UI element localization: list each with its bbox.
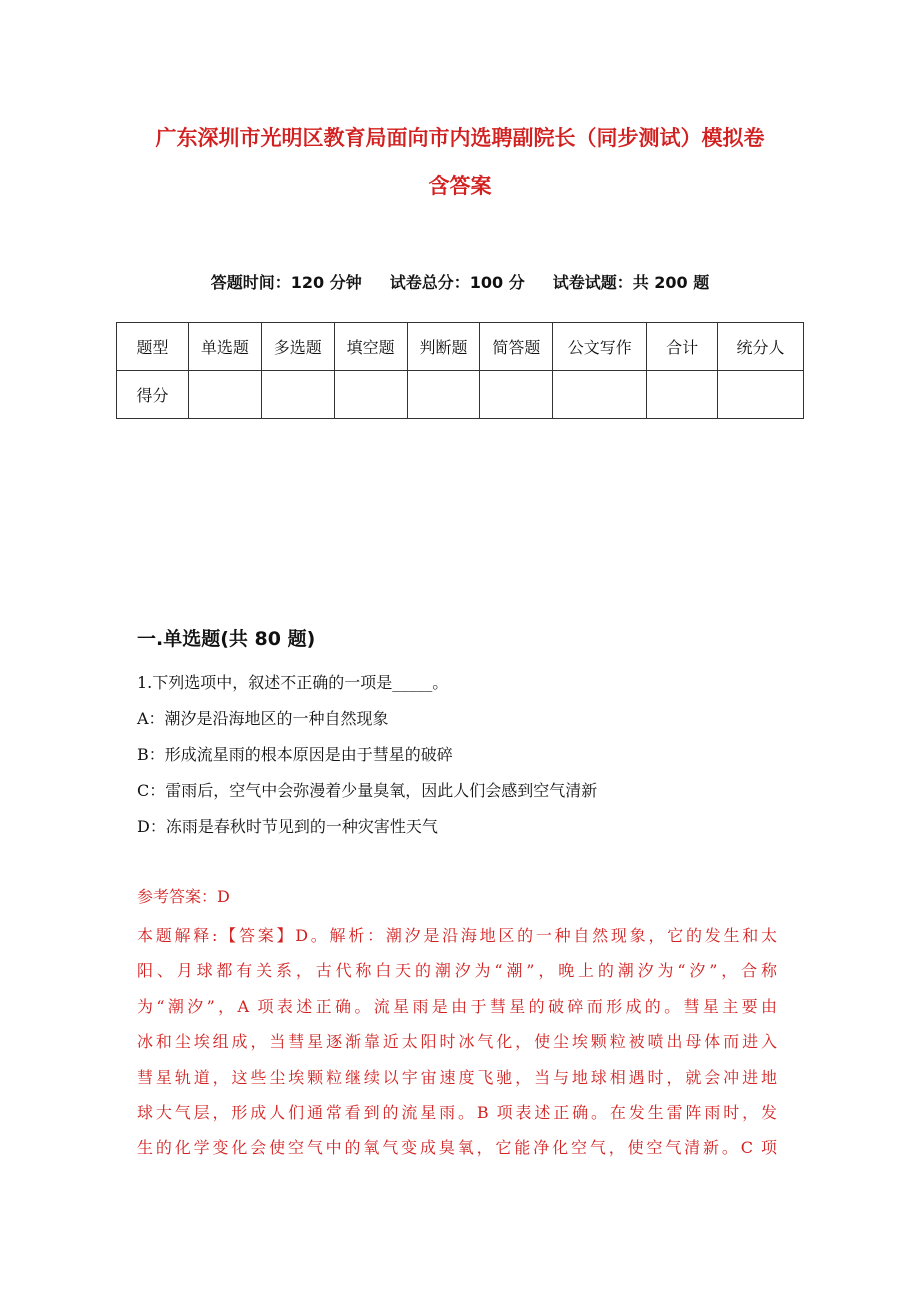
score-table [116,322,804,419]
exam-total-score: 试卷总分：100 分 [389,273,525,292]
score-row-label: 得分 [117,371,189,419]
question-stem: 1.下列选项中，叙述不正确的一项是_____。 [137,673,449,692]
score-table-header: 多选题 [261,323,334,371]
score-table-header: 统分人 [718,323,804,371]
question-option-b: B：形成流星雨的根本原因是由于彗星的破碎 [137,745,453,764]
score-cell [480,371,553,419]
score-table-header: 公文写作 [553,323,647,371]
score-table-header: 简答题 [480,323,553,371]
exam-question-count: 试卷试题：共 200 题 [552,273,710,292]
document-title-line-1: 广东深圳市光明区教育局面向市内选聘副院长（同步测试）模拟卷 [155,126,765,150]
score-cell [718,371,804,419]
reference-answer: 参考答案：D [137,887,230,906]
explanation-line: 本题解释:【答案】D。解析：潮汐是沿海地区的一种自然现象，它的发生和太 [137,926,777,945]
score-table-header: 合计 [647,323,718,371]
score-table-score-row [117,371,804,419]
exam-time: 答题时间：120 分钟 [210,273,362,292]
explanation-line: 球大气层，形成人们通常看到的流星雨。B 项表述正确。在发生雷阵雨时，发 [137,1102,777,1122]
score-table-header-row [117,323,804,371]
answer-explanation [137,918,777,1166]
score-table-header: 题型 [117,323,189,371]
question-option-d: D：冻雨是春秋时节见到的一种灾害性天气 [137,817,438,836]
explanation-line: 彗星轨道，这些尘埃颗粒继续以宇宙速度飞驰，当与地球相遇时，就会冲进地 [137,1067,777,1087]
question-option-c: C：雷雨后，空气中会弥漫着少量臭氧，因此人们会感到空气清新 [137,781,598,800]
score-table-header: 判断题 [407,323,480,371]
score-cell [334,371,407,419]
score-cell [188,371,261,419]
explanation-line: 冰和尘埃组成，当彗星逐渐靠近太阳时冰气化，使尘埃颗粒被喷出母体而进入 [137,1032,777,1052]
score-cell [407,371,480,419]
score-cell [647,371,718,419]
explanation-line: 为“潮汐”，A 项表述正确。流星雨是由于彗星的破碎而形成的。彗星主要由 [137,996,777,1016]
question-option-a: A：潮汐是沿海地区的一种自然现象 [137,709,389,728]
explanation-line: 阳、月球都有关系，古代称白天的潮汐为“潮”，晚上的潮汐为“汐”，合称 [137,961,777,981]
exam-meta [0,270,920,293]
score-cell [261,371,334,419]
score-cell [553,371,647,419]
document-title-line-2: 含答案 [428,174,492,198]
score-table-header: 填空题 [334,323,407,371]
score-table-header: 单选题 [188,323,261,371]
explanation-line: 生的化学变化会使空气中的氧气变成臭氧，它能净化空气，使空气清新。C 项 [137,1138,777,1158]
section-heading: 一.单选题(共 80 题) [137,628,316,650]
